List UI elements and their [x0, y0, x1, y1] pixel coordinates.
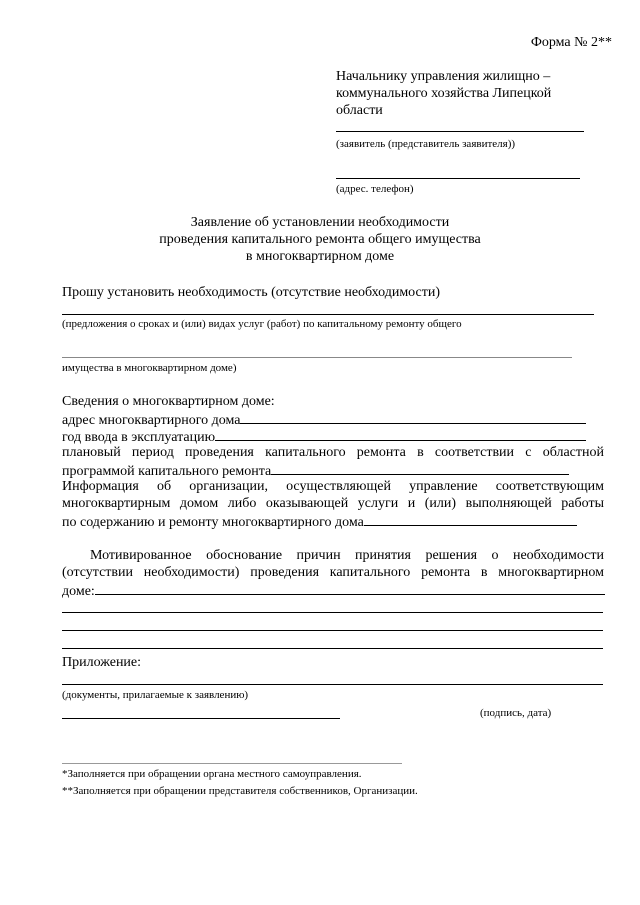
footnote-1-text: Заполняется при обращении органа местного самоуправления. [67, 768, 362, 780]
proposals-field[interactable] [62, 314, 594, 315]
form-number: Форма № 2** [530, 35, 612, 50]
building-info-heading: Сведения о многоквартирном доме: [62, 394, 275, 409]
org-row [62, 512, 577, 531]
justification-field-2[interactable] [62, 612, 603, 613]
org-label: по содержанию и ремонту многоквартирного дома [62, 515, 364, 530]
address-label: адрес многоквартирного дома [62, 413, 241, 428]
proposals-field-2[interactable] [62, 357, 572, 358]
applicant-field[interactable] [336, 131, 584, 132]
attachment-caption: (документы, прилагаемые к заявлению) [62, 689, 249, 701]
justification-field-4[interactable] [62, 648, 603, 649]
addressee-line-2: коммунального хозяйства Липецкой [336, 86, 552, 101]
year-field[interactable] [215, 427, 586, 441]
title-line-1: Заявление об установлении необходимости [190, 215, 450, 230]
proposals-caption-1: (предложения о сроках и (или) видах услуг (работ) по капитальному ремонту общего [62, 318, 462, 330]
org-field[interactable] [364, 512, 577, 526]
applicant-caption: (заявитель (представитель заявителя)) [336, 138, 516, 150]
justification-field-1[interactable] [95, 581, 605, 595]
footnote-divider [62, 763, 402, 764]
period-line-1: плановый период проведения капитального ремонта в соответствии с областной [62, 445, 604, 460]
justification-line-1: Мотивированное обоснование причин принятия решения о необходимости [90, 548, 604, 563]
footnote-2-marker: ** [62, 785, 73, 797]
org-line-2: многоквартирным домом либо оказывающей услуги и (или) выполняющей работы [62, 496, 604, 511]
justification-line-2: (отсутствии необходимости) проведения капитального ремонта в многоквартирном [62, 565, 604, 580]
justification-row [62, 581, 605, 600]
period-label: программой капитального ремонта [62, 464, 272, 479]
period-field[interactable] [271, 461, 569, 475]
signature-caption: (подпись, дата) [480, 707, 552, 719]
title-line-2: проведения капитального ремонта общего имущества [159, 232, 481, 247]
address-caption: (адрес. телефон) [336, 183, 414, 195]
footnote-1-marker: * [62, 768, 68, 780]
addressee-line-1: Начальнику управления жилищно – [336, 69, 551, 84]
addressee-line-3: области [336, 103, 383, 118]
footnote-2 [62, 785, 418, 798]
attachment-label: Приложение: [62, 655, 142, 670]
year-label: год ввода в эксплуатацию [62, 430, 216, 445]
request-text: Прошу установить необходимость (отсутствие необходимости) [62, 285, 441, 300]
title-line-3: в многоквартирном доме [245, 249, 395, 264]
justification-label: доме: [62, 584, 95, 599]
attachment-field[interactable] [62, 684, 603, 685]
justification-field-3[interactable] [62, 630, 603, 631]
address-field[interactable] [240, 410, 586, 424]
footnote-2-text: Заполняется при обращении представителя собственников, Организации. [73, 785, 418, 797]
address-phone-field[interactable] [336, 178, 580, 179]
footnote-1 [62, 768, 362, 781]
proposals-caption-2: имущества в многоквартирном доме) [62, 362, 237, 374]
org-line-1: Информация об организации, осуществляющей управление соответствующим [62, 479, 604, 494]
signature-field[interactable] [62, 718, 340, 719]
